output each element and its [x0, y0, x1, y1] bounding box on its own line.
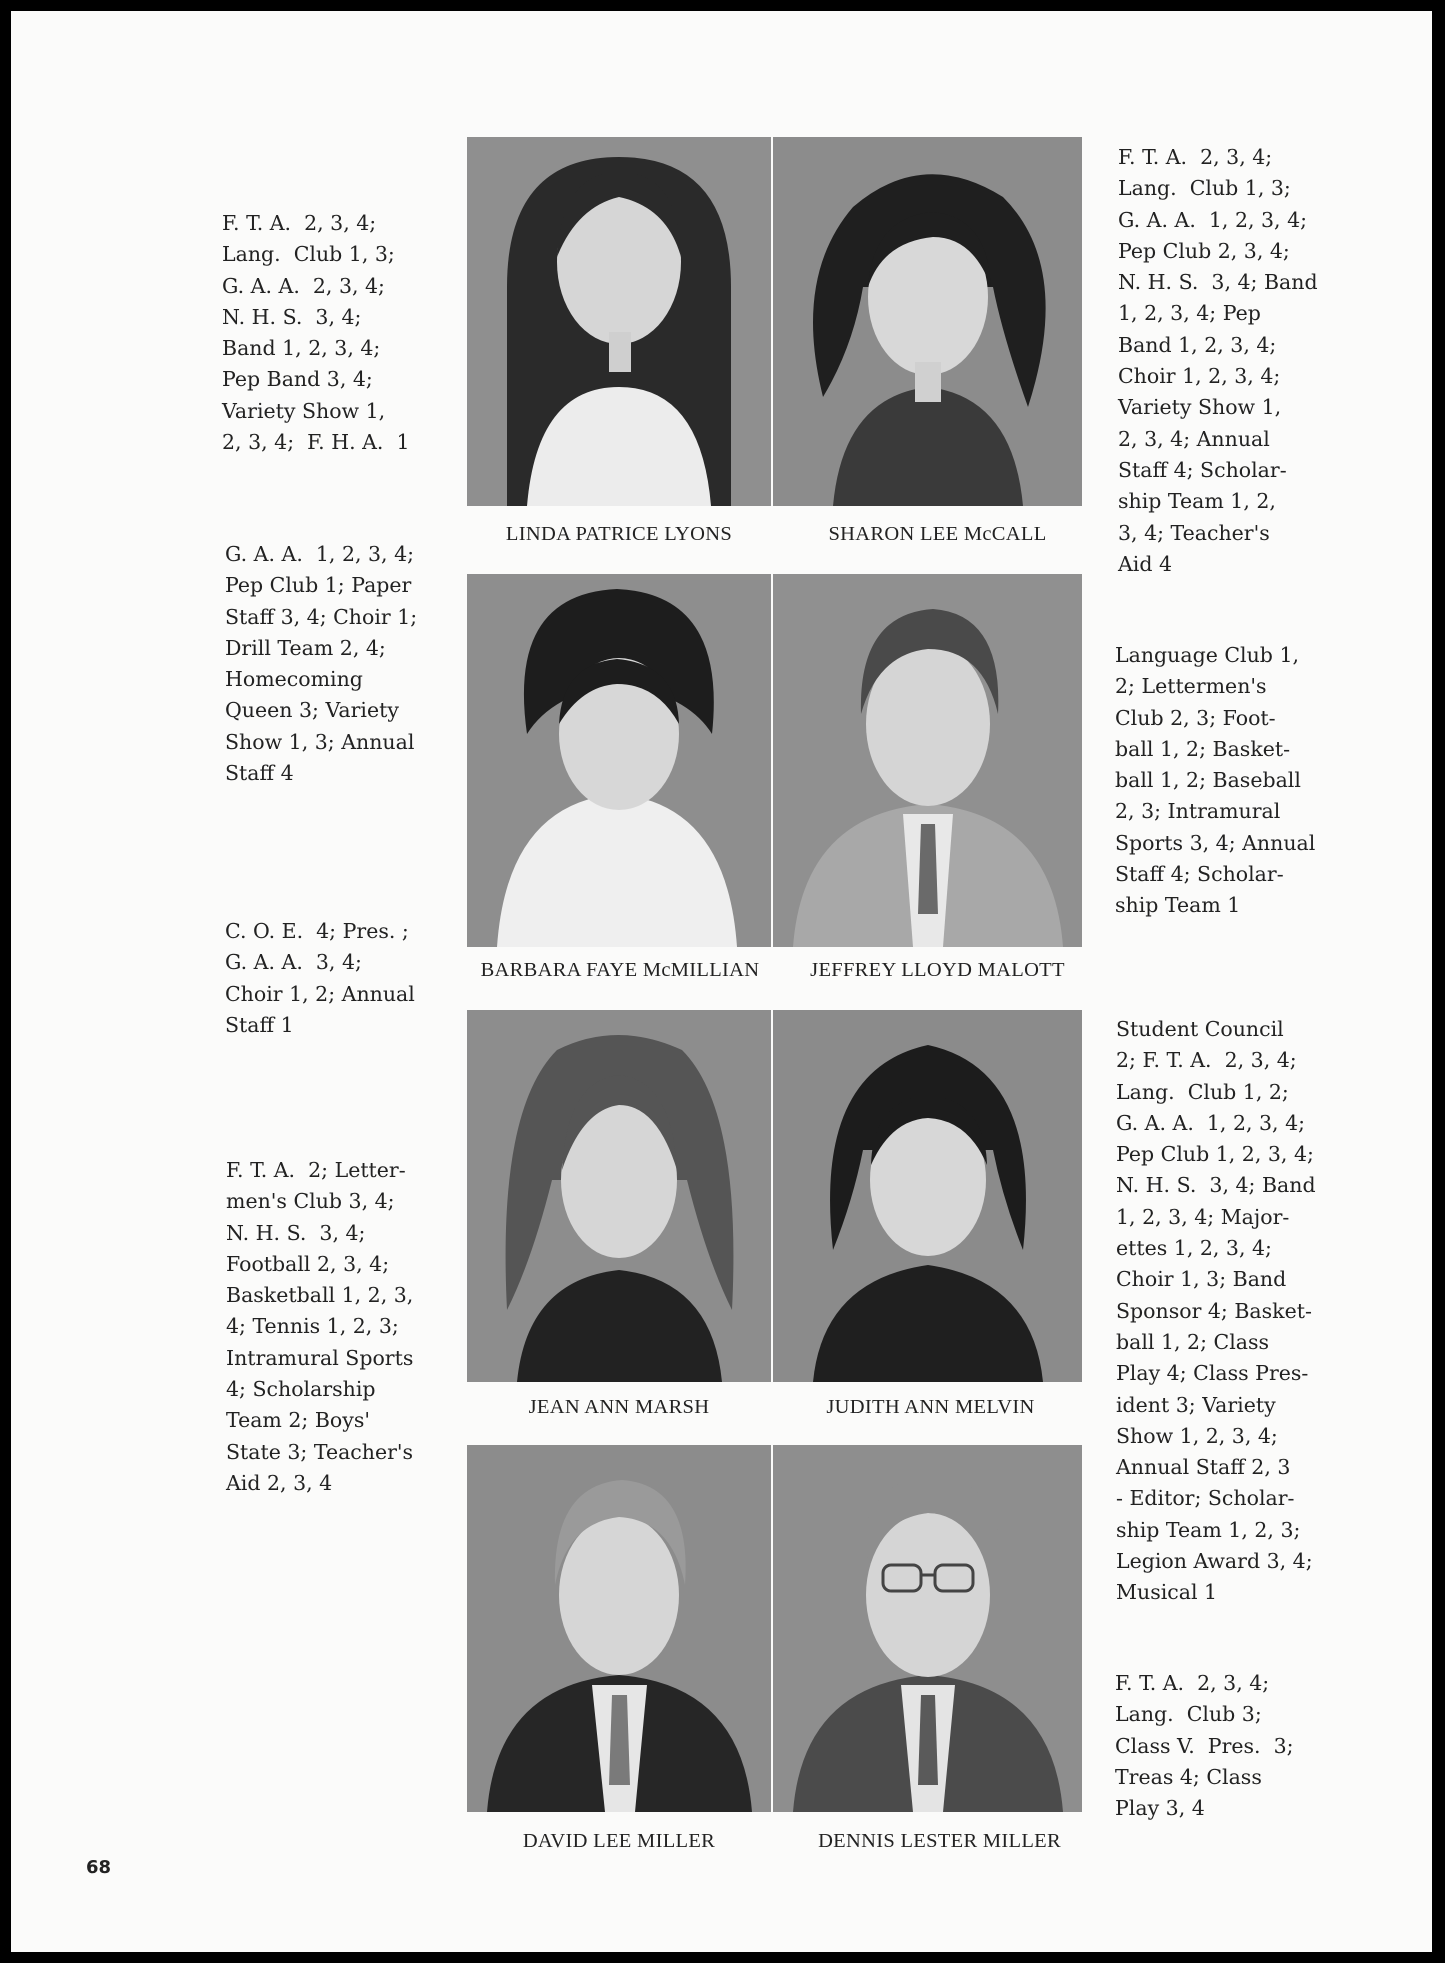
bio-line: ship Team 1, 2, 3;: [1116, 1517, 1301, 1542]
bio-line: G. A. A. 1, 2, 3, 4;: [225, 542, 415, 566]
bio-line: Variety Show 1,: [1118, 395, 1282, 420]
bio-line: 2, 3, 4; F. H. A. 1: [222, 430, 410, 455]
bio-line: Basketball 1, 2, 3,: [226, 1283, 414, 1308]
student-name-jeffrey-malott: JEFFREY LLOYD MALOTT: [810, 959, 1065, 981]
portrait-photo-david-miller: [467, 1445, 771, 1812]
bio-line: Aid 2, 3, 4: [226, 1470, 333, 1495]
bio-line: ball 1, 2; Class: [1116, 1329, 1270, 1354]
page-number: 68: [86, 1857, 112, 1878]
bio-line: Staff 1: [225, 1012, 294, 1037]
bio-line: Lang. Club 1, 3;: [1118, 176, 1291, 201]
bio-line: Pep Band 3, 4;: [222, 367, 373, 392]
portrait-photo-jeffrey-malott: [773, 574, 1082, 947]
bio-line: State 3; Teacher's: [226, 1439, 414, 1464]
bio-line: F. T. A. 2; Letter-: [226, 1158, 406, 1182]
bio-line: Sponsor 4; Basket-: [1116, 1298, 1312, 1323]
bio-line: Drill Team 2, 4;: [225, 635, 386, 660]
bio-line: N. H. S. 3, 4;: [226, 1220, 366, 1245]
bio-line: Class V. Pres. 3;: [1115, 1733, 1294, 1758]
student-name-barbara-mcmillian: BARBARA FAYE McMILLIAN: [480, 959, 760, 981]
bio-line: men's Club 3, 4;: [226, 1189, 395, 1214]
bio-line: G. A. A. 2, 3, 4;: [222, 273, 385, 298]
bio-line: Lang. Club 1, 2;: [1116, 1079, 1289, 1104]
bio-line: 1, 2, 3, 4; Pep: [1118, 301, 1261, 326]
bio-line: Band 1, 2, 3, 4;: [222, 336, 381, 361]
bio-line: Language Club 1,: [1115, 643, 1299, 667]
bio-line: Lang. Club 1, 3;: [222, 242, 395, 267]
bio-line: Intramural Sports: [226, 1345, 414, 1370]
bio-line: Team 2; Boys': [226, 1408, 371, 1433]
bio-line: 2, 3; Intramural: [1115, 799, 1281, 824]
bio-line: Lang. Club 3;: [1115, 1702, 1262, 1727]
bio-judith-melvin: [1116, 1014, 1316, 1609]
bio-barbara-mcmillian: [225, 539, 417, 789]
bio-line: N. H. S. 3, 4; Band: [1116, 1173, 1316, 1198]
bio-line: Queen 3; Variety: [225, 698, 399, 723]
bio-line: 4; Tennis 1, 2, 3;: [226, 1314, 399, 1339]
bio-line: ident 3; Variety: [1116, 1392, 1276, 1417]
bio-line: 2; F. T. A. 2, 3, 4;: [1116, 1048, 1297, 1073]
bio-line: Staff 4; Scholar-: [1118, 457, 1287, 482]
portrait-photo-sharon-mccall: [773, 137, 1082, 506]
bio-line: - Editor; Scholar-: [1116, 1486, 1295, 1511]
bio-line: F. T. A. 2, 3, 4;: [222, 211, 377, 235]
bio-line: Choir 1, 2; Annual: [225, 981, 415, 1006]
bio-line: Play 3, 4: [1115, 1796, 1205, 1821]
bio-line: Aid 4: [1118, 551, 1173, 576]
bio-line: Pep Club 2, 3, 4;: [1118, 238, 1290, 263]
portrait-photo-jean-marsh: [467, 1010, 771, 1382]
bio-line: Show 1, 2, 3, 4;: [1116, 1423, 1278, 1448]
bio-line: 2; Lettermen's: [1115, 674, 1267, 699]
portrait-photo-linda-lyons: [467, 137, 771, 506]
bio-line: Pep Club 1; Paper: [225, 573, 412, 598]
student-name-judith-melvin: JUDITH ANN MELVIN: [826, 1396, 1035, 1418]
portrait-photo-judith-melvin: [773, 1010, 1082, 1382]
bio-line: N. H. S. 3, 4; Band: [1118, 270, 1318, 295]
bio-line: Show 1, 3; Annual: [225, 729, 415, 754]
bio-david-miller: [226, 1155, 413, 1499]
bio-line: N. H. S. 3, 4;: [222, 304, 362, 329]
bio-line: F. T. A. 2, 3, 4;: [1115, 1671, 1270, 1695]
bio-line: ship Team 1, 2,: [1118, 489, 1276, 514]
student-name-david-miller: DAVID LEE MILLER: [522, 1830, 716, 1852]
bio-line: Pep Club 1, 2, 3, 4;: [1116, 1142, 1314, 1167]
bio-line: ettes 1, 2, 3, 4;: [1116, 1236, 1272, 1261]
bio-line: Treas 4; Class: [1115, 1764, 1262, 1789]
student-name-linda-lyons: LINDA PATRICE LYONS: [505, 523, 733, 545]
bio-line: Choir 1, 2, 3, 4;: [1118, 364, 1281, 389]
bio-line: Band 1, 2, 3, 4;: [1118, 332, 1277, 357]
bio-line: 4; Scholarship: [226, 1377, 376, 1402]
bio-line: Staff 3, 4; Choir 1;: [225, 604, 418, 629]
bio-line: Choir 1, 3; Band: [1116, 1267, 1287, 1292]
bio-line: Play 4; Class Pres-: [1116, 1361, 1309, 1386]
bio-jean-marsh: [225, 916, 415, 1041]
bio-line: C. O. E. 4; Pres. ;: [225, 919, 409, 943]
bio-line: Musical 1: [1116, 1580, 1218, 1605]
bio-line: Annual Staff 2, 3: [1116, 1455, 1291, 1480]
portrait-photo-dennis-miller: [773, 1445, 1082, 1812]
bio-line: 2, 3, 4; Annual: [1118, 426, 1270, 451]
bio-line: Legion Award 3, 4;: [1116, 1549, 1313, 1574]
bio-sharon-mccall: [1118, 142, 1318, 580]
yearbook-page: [11, 11, 1432, 1952]
bio-line: 3, 4; Teacher's: [1118, 520, 1270, 545]
bio-line: Student Council: [1116, 1017, 1284, 1041]
bio-line: Club 2, 3; Foot-: [1115, 705, 1276, 730]
bio-line: Homecoming: [225, 667, 363, 692]
bio-line: G. A. A. 1, 2, 3, 4;: [1118, 207, 1308, 232]
bio-line: Staff 4; Scholar-: [1115, 862, 1284, 887]
student-name-dennis-miller: DENNIS LESTER MILLER: [818, 1830, 1061, 1852]
student-name-jean-marsh: JEAN ANN MARSH: [528, 1396, 710, 1418]
bio-line: F. T. A. 2, 3, 4;: [1118, 145, 1273, 169]
bio-line: Variety Show 1,: [222, 398, 386, 423]
bio-dennis-miller: [1115, 1668, 1294, 1824]
bio-line: ship Team 1: [1115, 893, 1241, 918]
bio-line: Sports 3, 4; Annual: [1115, 830, 1316, 855]
bio-linda-lyons: [222, 208, 410, 458]
bio-line: G. A. A. 3, 4;: [225, 950, 362, 975]
student-name-sharon-mccall: SHARON LEE McCALL: [828, 523, 1047, 545]
bio-line: ball 1, 2; Basket-: [1115, 736, 1291, 761]
bio-line: ball 1, 2; Baseball: [1115, 768, 1301, 793]
bio-line: 1, 2, 3, 4; Major-: [1116, 1204, 1290, 1229]
portrait-photo-barbara-mcmillian: [467, 574, 771, 947]
bio-jeffrey-malott: [1115, 640, 1315, 922]
bio-line: G. A. A. 1, 2, 3, 4;: [1116, 1110, 1306, 1135]
bio-line: Staff 4: [225, 761, 294, 786]
bio-line: Football 2, 3, 4;: [226, 1251, 390, 1276]
